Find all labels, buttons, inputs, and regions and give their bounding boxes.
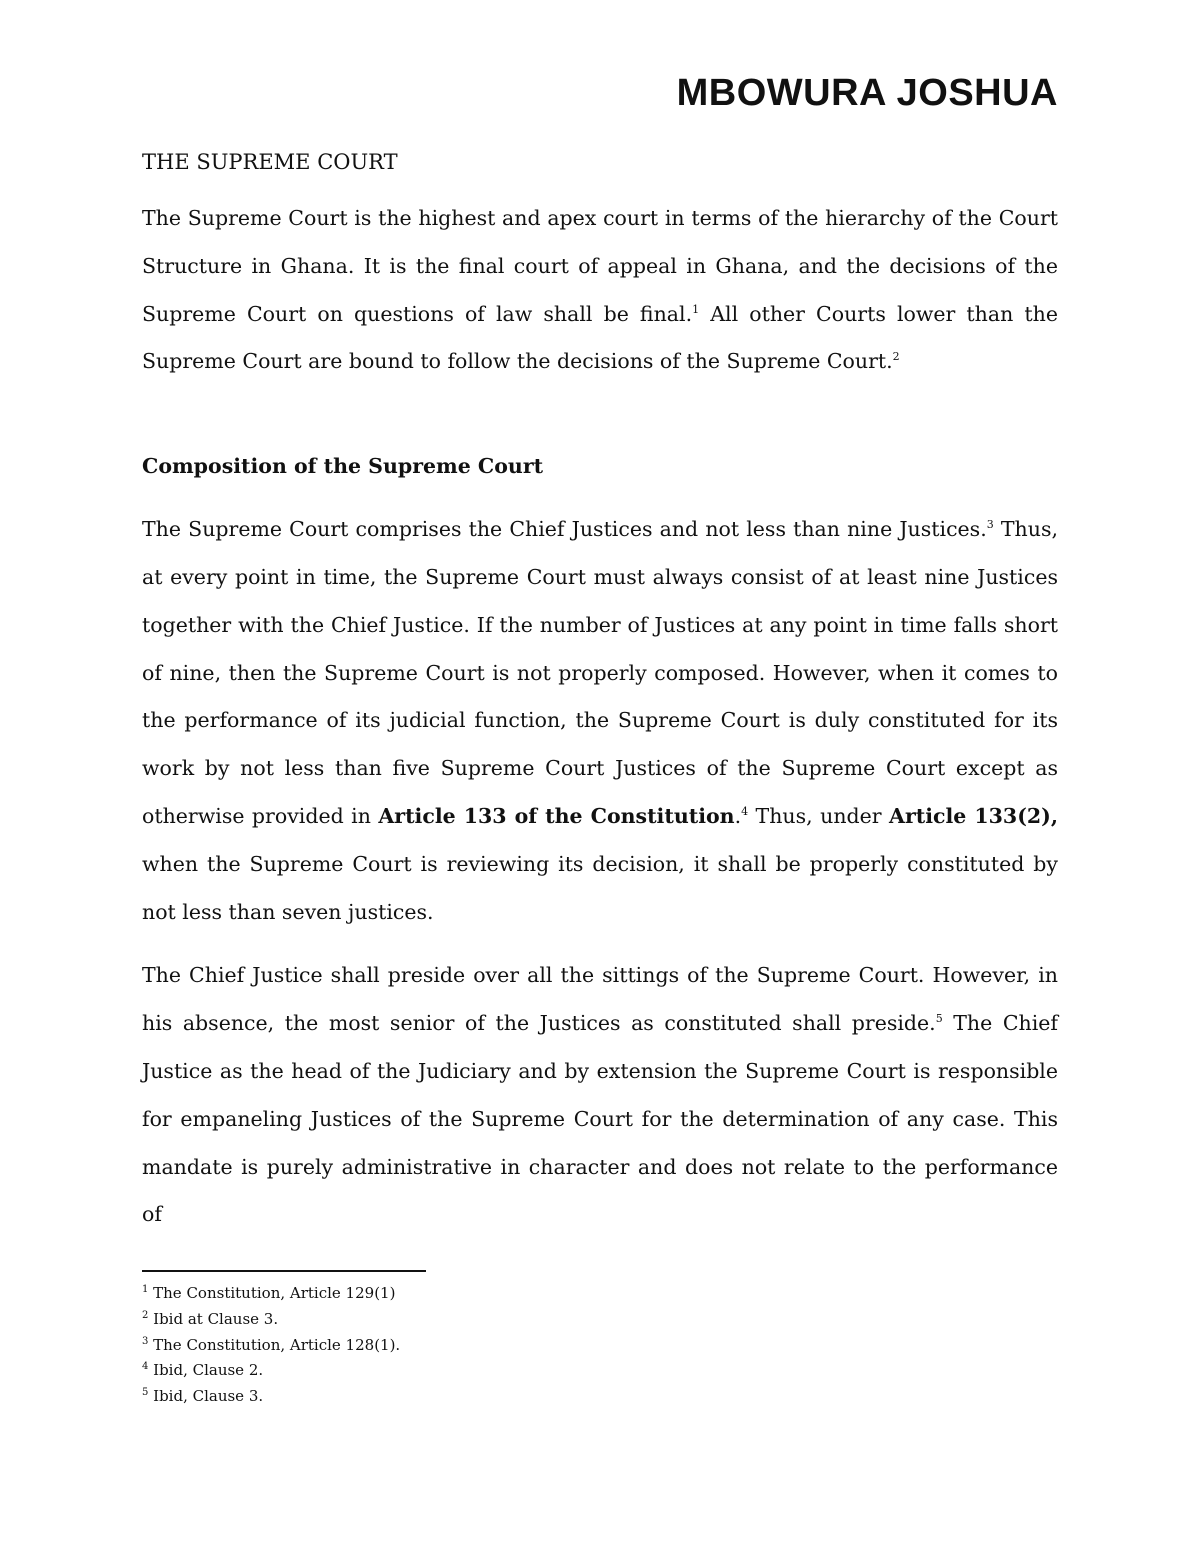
footnote-item (142, 1358, 1058, 1384)
footnote-text: Ibid, Clause 3. (148, 1387, 264, 1406)
footnote-item (142, 1333, 1058, 1359)
intro-text-b: All other Courts lower than the Supreme Court are bound to follow the decisions of the Supreme Court. (142, 301, 1058, 374)
footnote-number: 4 (142, 1361, 149, 1373)
composition-text-e: when the Supreme Court is reviewing its decision, it shall be properly constituted by not less than seven justices. (142, 851, 1058, 924)
article-133-reference: Article 133 of the Constitution (378, 803, 735, 828)
footnote-text: Ibid at Clause 3. (148, 1309, 279, 1328)
presiding-paragraph (142, 952, 1058, 1239)
footnote-ref-1: 1 (692, 302, 700, 316)
footnote-number: 3 (142, 1335, 149, 1347)
footnote-ref-5: 5 (935, 1012, 943, 1026)
footnote-item (142, 1281, 1058, 1307)
footnote-ref-2: 2 (892, 350, 900, 364)
footnote-text: The Constitution, Article 129(1) (148, 1284, 396, 1302)
presiding-text-a: The Chief Justice shall preside over all the sittings of the Supreme Court. However, in his absence, the most senior of the Justices as constituted shall preside. (142, 963, 1058, 1036)
footnote-number: 1 (142, 1284, 149, 1295)
document-body (142, 146, 1058, 1239)
section-heading: Composition of the Supreme Court (142, 454, 544, 479)
intro-text-a: The Supreme Court is the highest and apex court in terms of the hierarchy of the Court Structure in Ghana. It is the final court of appeal in Ghana, and the decisions of the Supreme Court on questions of law shall be final. (142, 206, 1058, 326)
footnote-text: Ibid, Clause 2. (148, 1361, 264, 1380)
presiding-text-b: The Chief Justice as the head of the Judiciary and by extension the Supreme Court is responsible for empaneling Justices of the Supreme Court for the determination of any case. This mandate is purely administrative in character and does not relate to the performance of (142, 1011, 1058, 1227)
footnote-item (142, 1307, 1058, 1333)
document-title: THE SUPREME COURT (142, 150, 398, 174)
article-133-2-reference: Article 133(2), (889, 803, 1058, 828)
footnote-number: 5 (142, 1387, 149, 1399)
footnotes (142, 1281, 1058, 1410)
composition-paragraph (142, 506, 1058, 936)
intro-paragraph (142, 195, 1058, 386)
composition-text-b: Thus, at every point in time, the Supreme Court must always consist of at least nine Justices together with the Chief Justice. If the number of Justices at any point in time falls short of nine, then the Supreme Court is not properly composed. However, when it comes to the performance of its judicial function, the Supreme Court is duly constituted for its work by not less than five Supreme Court Justices of the Supreme Court except as otherwise provided in (142, 517, 1058, 828)
footnote-item (142, 1384, 1058, 1410)
composition-text-a: The Supreme Court comprises the Chief Justices and not less than nine Justices. (142, 517, 987, 542)
footnote-text: The Constitution, Article 128(1). (148, 1335, 401, 1354)
footnote-number: 2 (142, 1309, 149, 1321)
composition-text-c: . (734, 803, 742, 828)
footnote-separator (142, 1270, 426, 1272)
footnote-ref-3: 3 (986, 518, 994, 532)
footnote-ref-4: 4 (741, 805, 749, 819)
composition-text-d: Thus, under (748, 803, 890, 828)
author-name: MBOWURA JOSHUA (676, 72, 1058, 114)
